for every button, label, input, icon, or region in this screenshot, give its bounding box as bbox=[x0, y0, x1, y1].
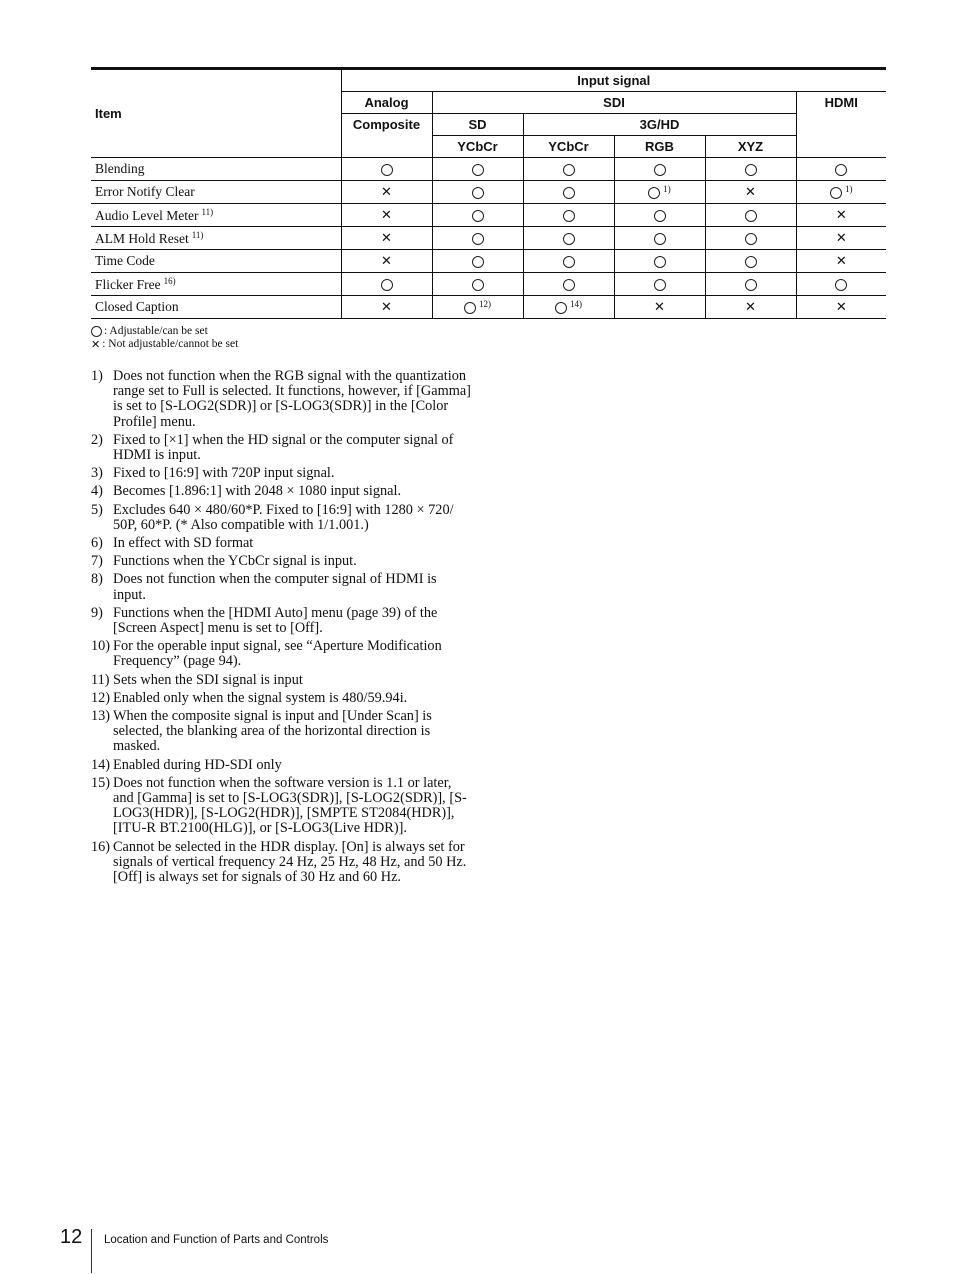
item-label: Blending bbox=[95, 161, 145, 176]
table-row bbox=[91, 250, 886, 273]
support-cell bbox=[523, 296, 614, 319]
cross-icon: ✕ bbox=[835, 231, 847, 247]
footnote-item bbox=[91, 691, 471, 706]
header-sdi: SDI bbox=[432, 92, 796, 114]
footnote-item bbox=[91, 639, 471, 669]
item-cell bbox=[91, 296, 341, 319]
circle-icon bbox=[555, 302, 567, 314]
footnote-number: 8) bbox=[91, 571, 103, 588]
circle-icon bbox=[472, 210, 484, 222]
support-cell bbox=[705, 158, 796, 181]
legend-not-adjustable bbox=[91, 338, 238, 351]
footnote-text: Cannot be selected in the HDR display. [On] is always set for signals of vertical frequency 24 Hz, 25 Hz, 48 Hz, and 50 Hz. [Off] is always set for signals of 30 Hz and 60 Hz. bbox=[113, 838, 467, 886]
legend-adjustable bbox=[91, 325, 238, 338]
footnote-number: 3) bbox=[91, 465, 103, 482]
cell-footnote-ref: 12) bbox=[479, 298, 491, 309]
support-cell bbox=[614, 227, 705, 250]
support-cell bbox=[614, 296, 705, 319]
cross-icon: ✕ bbox=[381, 208, 392, 224]
footnote-item bbox=[91, 484, 471, 499]
circle-icon bbox=[381, 279, 393, 291]
footnote-number: 12) bbox=[91, 689, 111, 706]
table-row bbox=[91, 181, 886, 204]
cross-icon: ✕ bbox=[835, 300, 847, 316]
header-3g-hd: 3G/HD bbox=[523, 114, 796, 136]
support-cell bbox=[796, 158, 886, 181]
header-composite: Composite bbox=[341, 114, 432, 158]
input-signal-table bbox=[91, 67, 886, 319]
footnote-text: For the operable input signal, see “Aperture Modification Frequency” (page 94). bbox=[113, 638, 442, 670]
footnote-item bbox=[91, 369, 471, 430]
cell-footnote-ref: 1) bbox=[663, 183, 671, 194]
circle-icon bbox=[472, 187, 484, 199]
footnote-number: 5) bbox=[91, 501, 103, 518]
item-label: Audio Level Meter bbox=[95, 207, 199, 223]
cell-footnote-ref: 14) bbox=[570, 298, 582, 309]
cross-icon: ✕ bbox=[381, 300, 392, 316]
support-cell bbox=[705, 250, 796, 273]
support-cell bbox=[432, 273, 523, 296]
item-cell bbox=[91, 273, 341, 296]
footnote-number: 9) bbox=[91, 604, 103, 621]
header-sd-ycbcr: YCbCr bbox=[432, 136, 523, 158]
circle-icon bbox=[745, 256, 757, 268]
support-cell bbox=[432, 250, 523, 273]
item-label: ALM Hold Reset bbox=[95, 230, 189, 246]
support-cell bbox=[523, 273, 614, 296]
support-cell bbox=[614, 158, 705, 181]
cross-icon: ✕ bbox=[835, 254, 847, 270]
table-row bbox=[91, 273, 886, 296]
support-cell bbox=[432, 181, 523, 204]
table-row bbox=[91, 204, 886, 227]
support-cell bbox=[432, 227, 523, 250]
footnote-number: 4) bbox=[91, 483, 103, 500]
footnote-item bbox=[91, 673, 471, 688]
footnote-number: 7) bbox=[91, 553, 103, 570]
item-footnote-ref: 16) bbox=[163, 275, 176, 286]
footnote-number: 13) bbox=[91, 708, 111, 725]
footnote-number: 10) bbox=[91, 638, 111, 655]
item-cell bbox=[91, 181, 341, 204]
circle-icon bbox=[745, 210, 757, 222]
support-cell bbox=[614, 204, 705, 227]
circle-icon bbox=[563, 279, 575, 291]
cross-icon: ✕ bbox=[835, 208, 847, 224]
circle-icon bbox=[563, 210, 575, 222]
footnote-text: Does not function when the computer signal of HDMI is input. bbox=[113, 571, 437, 603]
footnote-item bbox=[91, 572, 471, 602]
page-number: 12 bbox=[60, 1226, 83, 1248]
support-cell bbox=[705, 227, 796, 250]
circle-icon bbox=[745, 164, 757, 176]
support-cell bbox=[341, 250, 432, 273]
header-hd-xyz: XYZ bbox=[705, 136, 796, 158]
header-hd-rgb: RGB bbox=[614, 136, 705, 158]
footnote-text: Fixed to [16:9] with 720P input signal. bbox=[113, 465, 335, 482]
support-cell bbox=[341, 227, 432, 250]
table-legend bbox=[91, 325, 238, 351]
header-hdmi: HDMI bbox=[796, 92, 886, 158]
circle-icon bbox=[472, 164, 484, 176]
legend-adjustable-text: : Adjustable/can be set bbox=[104, 325, 208, 337]
circle-icon bbox=[654, 279, 666, 291]
item-cell bbox=[91, 250, 341, 273]
table-row bbox=[91, 227, 886, 250]
footnote-item bbox=[91, 554, 471, 569]
circle-icon bbox=[654, 164, 666, 176]
footnote-item bbox=[91, 840, 471, 886]
footer-divider bbox=[91, 1229, 92, 1273]
header-input-signal: Input signal bbox=[341, 69, 886, 92]
item-footnote-ref: 11) bbox=[201, 206, 214, 217]
footnote-text: Functions when the YCbCr signal is input. bbox=[113, 553, 357, 570]
footnote-text: Fixed to [×1] when the HD signal or the computer signal of HDMI is input. bbox=[113, 431, 454, 464]
circle-icon bbox=[835, 164, 847, 176]
support-cell bbox=[432, 158, 523, 181]
support-cell bbox=[341, 273, 432, 296]
footnote-text: Functions when the [HDMI Auto] menu (page 39) of the [Screen Aspect] menu is set to [Off]. bbox=[113, 604, 438, 637]
cross-icon: ✕ bbox=[381, 254, 392, 270]
support-cell bbox=[796, 204, 886, 227]
footnote-text: Does not function when the RGB signal with the quantization range set to Full is selected. It functions, however, if [Gamma] is set to [S-LOG2(SDR)] or [S-LOG3(SDR)] in the [Color Profile] menu. bbox=[113, 368, 471, 430]
support-cell bbox=[523, 250, 614, 273]
support-cell bbox=[796, 273, 886, 296]
footnotes-list bbox=[91, 369, 471, 888]
support-cell bbox=[341, 181, 432, 204]
footnote-text: When the composite signal is input and [Under Scan] is selected, the blanking area of the horizontal direction is masked. bbox=[113, 708, 432, 755]
circle-icon bbox=[654, 256, 666, 268]
support-cell bbox=[523, 204, 614, 227]
circle-icon bbox=[563, 256, 575, 268]
item-cell bbox=[91, 227, 341, 250]
table-row bbox=[91, 158, 886, 181]
footnote-text: Enabled during HD-SDI only bbox=[113, 756, 282, 773]
footnote-text: Becomes [1.896:1] with 2048 × 1080 input signal. bbox=[113, 483, 402, 500]
circle-icon bbox=[381, 164, 393, 176]
footnote-item bbox=[91, 503, 471, 533]
circle-icon bbox=[91, 326, 102, 337]
footnote-item bbox=[91, 758, 471, 773]
circle-icon bbox=[648, 187, 660, 199]
item-label: Time Code bbox=[95, 253, 155, 268]
footnote-number: 15) bbox=[91, 774, 111, 791]
support-cell bbox=[432, 296, 523, 319]
item-label: Flicker Free bbox=[95, 276, 161, 292]
cross-icon: ✕ bbox=[745, 185, 756, 201]
header-sd: SD bbox=[432, 114, 523, 136]
circle-icon bbox=[563, 164, 575, 176]
header-item: Item bbox=[91, 69, 341, 158]
circle-icon bbox=[464, 302, 476, 314]
support-cell bbox=[614, 273, 705, 296]
circle-icon bbox=[654, 233, 666, 245]
cross-icon: ✕ bbox=[381, 231, 392, 247]
item-footnote-ref: 11) bbox=[191, 229, 204, 240]
support-cell bbox=[523, 181, 614, 204]
support-cell bbox=[523, 227, 614, 250]
legend-not-adjustable-text: : Not adjustable/cannot be set bbox=[102, 337, 239, 350]
footnote-item bbox=[91, 776, 471, 837]
support-cell bbox=[341, 158, 432, 181]
header-analog: Analog bbox=[341, 92, 432, 114]
footnote-number: 16) bbox=[91, 838, 111, 855]
header-hd-ycbcr: YCbCr bbox=[523, 136, 614, 158]
support-cell bbox=[523, 158, 614, 181]
cross-icon: ✕ bbox=[654, 300, 665, 316]
footnote-item bbox=[91, 709, 471, 755]
circle-icon bbox=[563, 187, 575, 199]
support-cell bbox=[705, 204, 796, 227]
circle-icon bbox=[745, 279, 757, 291]
footer-section-title: Location and Function of Parts and Controls bbox=[104, 1234, 329, 1246]
cross-icon: ✕ bbox=[745, 300, 756, 316]
footnote-number: 1) bbox=[91, 368, 103, 384]
cross-icon: ✕ bbox=[381, 185, 392, 201]
support-cell bbox=[614, 181, 705, 204]
footnote-number: 2) bbox=[91, 431, 103, 448]
support-cell bbox=[341, 296, 432, 319]
item-cell bbox=[91, 204, 341, 227]
support-cell bbox=[796, 250, 886, 273]
support-cell bbox=[341, 204, 432, 227]
footnote-text: Sets when the SDI signal is input bbox=[113, 671, 303, 688]
support-cell bbox=[705, 273, 796, 296]
footnote-text: Enabled only when the signal system is 480/59.94i. bbox=[113, 689, 408, 706]
item-label: Error Notify Clear bbox=[95, 184, 195, 199]
footnote-number: 14) bbox=[91, 756, 111, 773]
footnote-item bbox=[91, 606, 471, 636]
cell-footnote-ref: 1) bbox=[845, 183, 853, 194]
cross-icon: ✕ bbox=[91, 337, 101, 351]
footnote-text: Does not function when the software version is 1.1 or later, and [Gamma] is set to [S-LOG3(SDR)], [S-LOG2(SDR)], [S-LOG3(HDR)], [S-LOG2(HDR)], [SMPTE ST2084(HDR)], [ITU-R BT.2100(HLG)], or [S-LOG3(Live HDR)]. bbox=[113, 774, 467, 837]
footnote-text: In effect with SD format bbox=[113, 535, 254, 552]
circle-icon bbox=[654, 210, 666, 222]
footnote-item bbox=[91, 536, 471, 551]
table-row bbox=[91, 296, 886, 319]
item-cell bbox=[91, 158, 341, 181]
footnote-item bbox=[91, 466, 471, 481]
footnote-number: 11) bbox=[91, 671, 110, 688]
support-cell bbox=[796, 181, 886, 204]
circle-icon bbox=[835, 279, 847, 291]
footnote-text: Excludes 640 × 480/60*P. Fixed to [16:9] with 1280 × 720/ 50P, 60*P. (* Also compatible with 1/1.001.) bbox=[113, 501, 454, 533]
support-cell bbox=[796, 296, 886, 319]
footnote-item bbox=[91, 433, 471, 463]
circle-icon bbox=[472, 233, 484, 245]
footnote-number: 6) bbox=[91, 535, 103, 552]
circle-icon bbox=[472, 279, 484, 291]
circle-icon bbox=[563, 233, 575, 245]
circle-icon bbox=[830, 187, 842, 199]
support-cell bbox=[614, 250, 705, 273]
support-cell bbox=[705, 181, 796, 204]
support-cell bbox=[796, 227, 886, 250]
table-body bbox=[91, 158, 886, 319]
support-cell bbox=[432, 204, 523, 227]
item-label: Closed Caption bbox=[95, 299, 179, 314]
support-cell bbox=[705, 296, 796, 319]
circle-icon bbox=[472, 256, 484, 268]
circle-icon bbox=[745, 233, 757, 245]
